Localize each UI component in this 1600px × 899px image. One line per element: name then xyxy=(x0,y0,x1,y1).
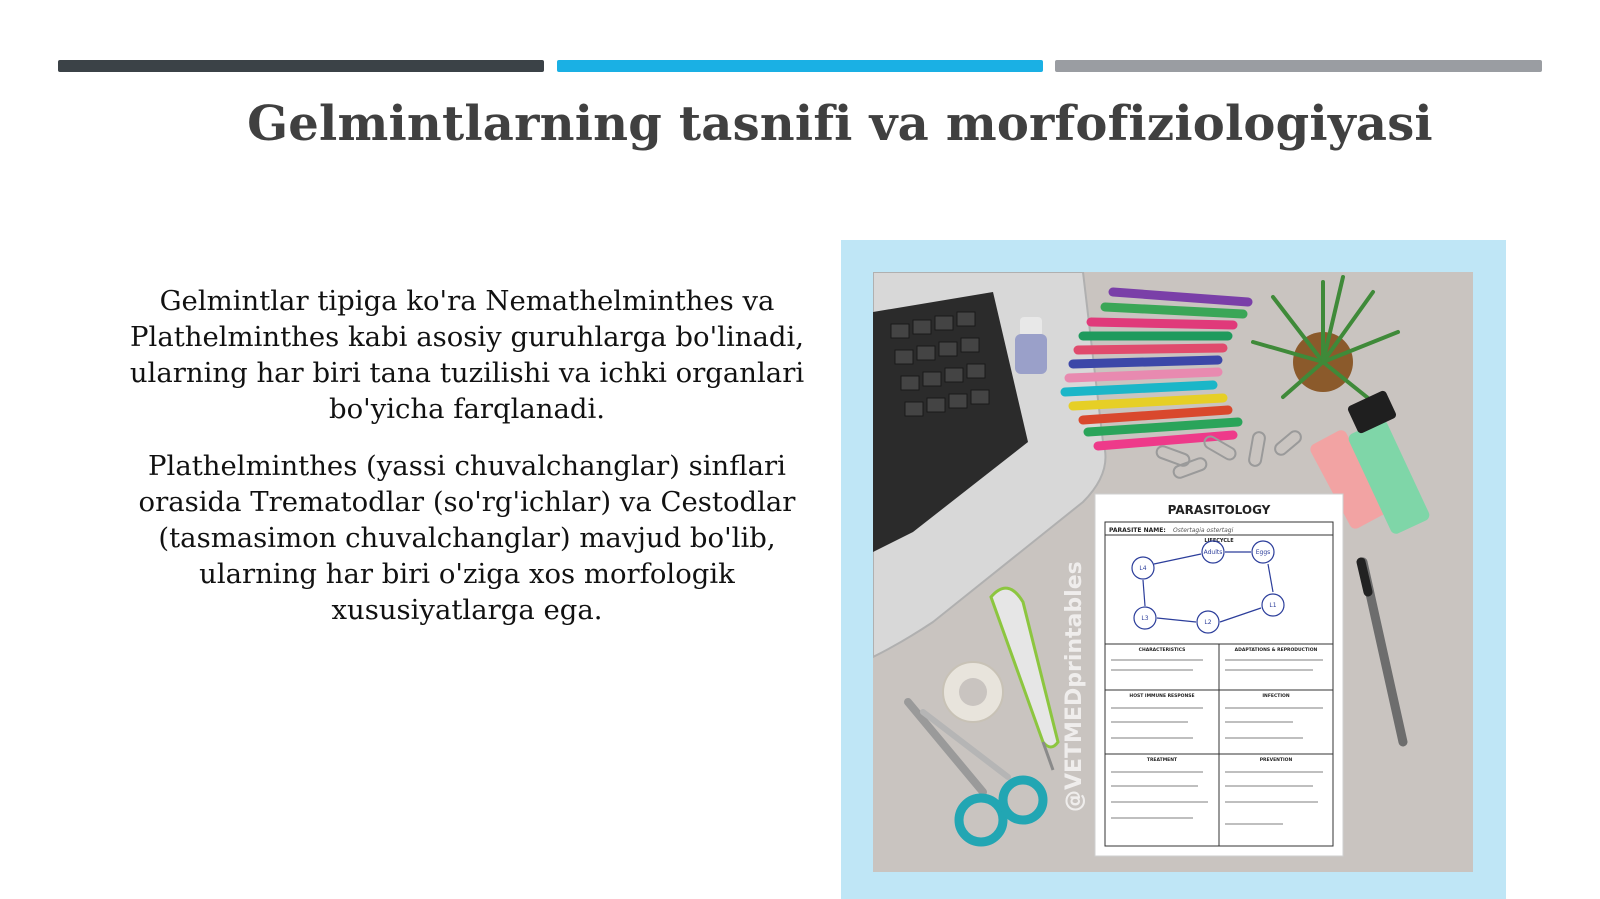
lifecycle-node: L1 xyxy=(1269,602,1277,609)
parasite-name-value: Ostertagia ostertagi xyxy=(1173,527,1234,534)
lifecycle-node: L3 xyxy=(1141,615,1149,622)
section-label: INFECTION xyxy=(1262,694,1290,699)
slide-body xyxy=(112,283,822,649)
paragraph-1: Gelmintlar tipiga ko'ra Nemathelminthes va Plathelminthes kabi asosiy guruhlarga bo'linadi, ularning har biri tana tuzilishi va ichki organlari bo'yicha farqlanadi. xyxy=(129,285,805,425)
lifecycle-node: L2 xyxy=(1204,619,1212,626)
tape-icon xyxy=(943,662,1003,722)
section-label: TREATMENT xyxy=(1146,758,1178,763)
parasite-name-label: PARASITE NAME: xyxy=(1109,527,1166,534)
lifecycle-label: LIFECYCLE xyxy=(1204,538,1234,544)
parasitology-photo xyxy=(873,272,1473,872)
watermark-text: @VETMEDprintables xyxy=(1062,561,1087,812)
top-bar-grey xyxy=(1055,60,1542,72)
section-label: HOST IMMUNE RESPONSE xyxy=(1129,694,1195,699)
section-label: ADAPTATIONS & REPRODUCTION xyxy=(1234,648,1318,653)
section-label: PREVENTION xyxy=(1259,758,1293,763)
paragraph-2: Plathelminthes (yassi chuvalchanglar) sinflari orasida Trematodlar (so'rg'ichlar) va Cestodlar (tasmasimon chuvalchanglar) mavjud bo'lib, ularning har biri o'ziga xos morfologik xususiyatlarga ega. xyxy=(138,450,796,626)
slide-title: Gelmintlarning tasnifi va morfofiziologiyasi xyxy=(247,96,1433,152)
section-label: CHARACTERISTICS xyxy=(1138,648,1186,653)
lifecycle-node: Eggs xyxy=(1255,549,1271,556)
lifecycle-node: L4 xyxy=(1139,565,1147,572)
top-bar-dark xyxy=(58,60,544,72)
top-bar-blue xyxy=(557,60,1043,72)
lifecycle-node: Adults xyxy=(1203,549,1223,556)
worksheet xyxy=(1095,494,1343,856)
worksheet-title: PARASITOLOGY xyxy=(1167,503,1271,517)
